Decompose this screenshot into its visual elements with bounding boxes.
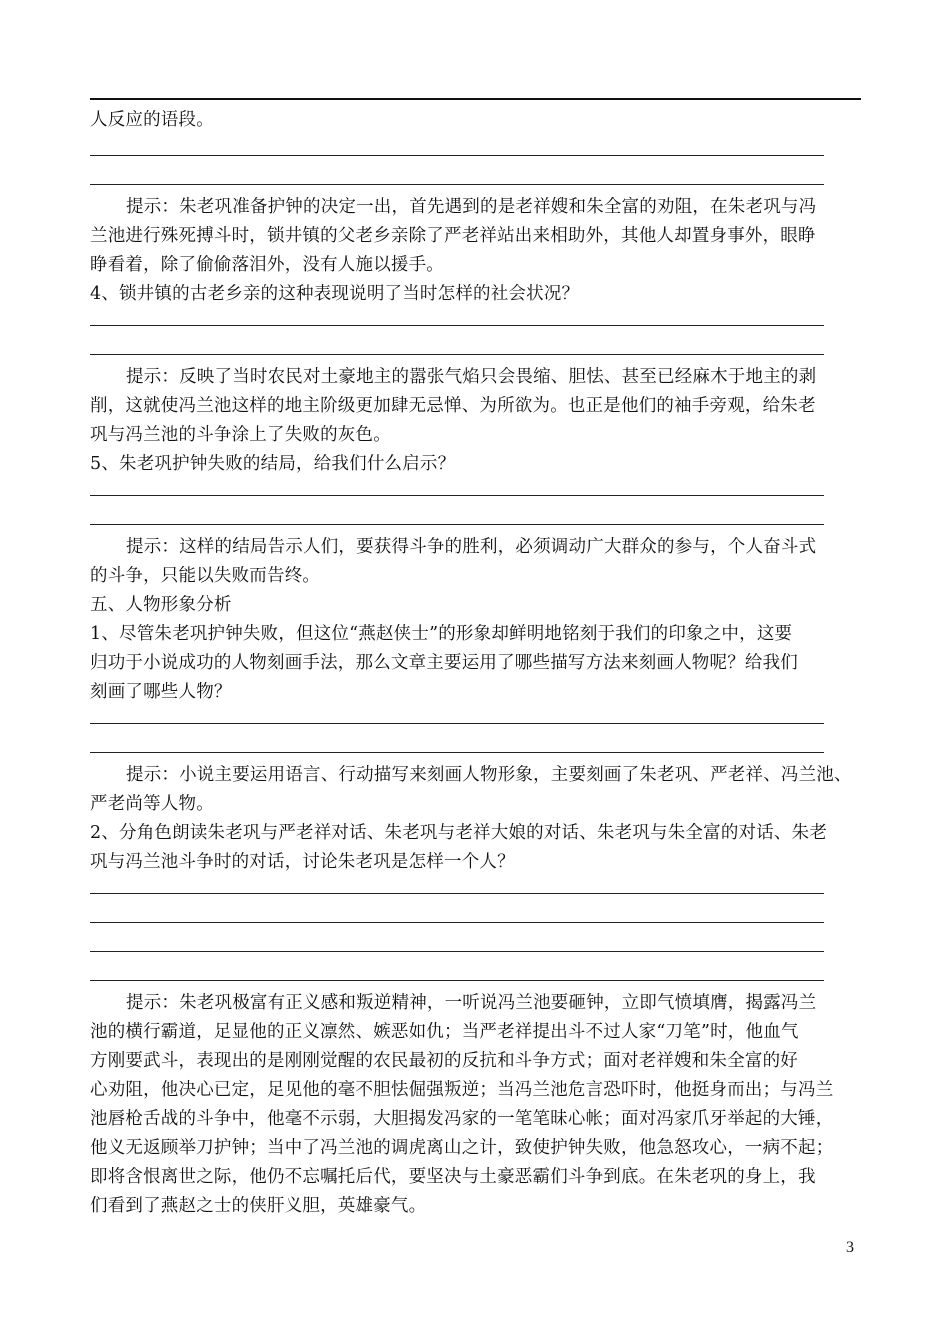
question-5: 5、朱老巩护钟失败的结局，给我们什么启示？ xyxy=(90,454,456,474)
hint-text: 池的横行霸道，足显他的正义凛然、嫉恶如仇；当严老祥提出斗不过人家“刀笔”时，他血气 xyxy=(90,1022,799,1042)
page-content xyxy=(90,106,861,1221)
hint-text: 睁看着，除了偷偷落泪外，没有人施以援手。 xyxy=(90,255,444,275)
hint-text: 心劝阻，他决心已定，足见他的毫不胆怯倔强叛逆；当冯兰池危言恐吓时，他挺身而出；与冯兰 xyxy=(90,1080,834,1100)
question-4: 4、锁井镇的古老乡亲的这种表现说明了当时怎样的社会状况？ xyxy=(90,284,580,304)
hint-text: 即将含恨离世之际，他仍不忘嘱托后代，要坚决与土豪恶霸们斗争到底。在朱老巩的身上，我 xyxy=(90,1167,816,1187)
question-1: 归功于小说成功的人物刻画手法，那么文章主要运用了哪些描写方法来刻画人物呢？给我们 xyxy=(90,653,798,673)
hint-text: 提示：小说主要运用语言、行动描写来刻画人物形象，主要刻画了朱老巩、严老祥、冯兰池、 xyxy=(126,765,852,785)
question-1: 1、尽管朱老巩护钟失败，但这位“燕赵侠士”的形象却鲜明地铭刻于我们的印象之中，这要 xyxy=(90,624,793,644)
section-heading: 五、人物形象分析 xyxy=(90,595,232,615)
hint-text: 提示：朱老巩极富有正义感和叛逆精神，一听说冯兰池要砸钟，立即气愤填膺，揭露冯兰 xyxy=(126,993,817,1013)
hint-text: 他义无返顾举刀护钟；当中了冯兰池的调虎离山之计，致使护钟失败，他急怒攻心，一病不起； xyxy=(90,1138,834,1158)
continuation-text: 人反应的语段。 xyxy=(90,110,214,130)
hint-text: 池唇枪舌战的斗争中，他毫不示弱，大胆揭发冯家的一笔笔昧心帐；面对冯家爪牙举起的大锤， xyxy=(90,1109,834,1129)
question-1: 刻画了哪些人物？ xyxy=(90,682,232,702)
hint-text: 削，这就使冯兰池这样的地主阶级更加肆无忌惮、为所欲为。也正是他们的袖手旁观，给朱老 xyxy=(90,396,816,416)
question-2: 巩与冯兰池斗争时的对话，讨论朱老巩是怎样一个人？ xyxy=(90,852,515,872)
hint-text: 严老尚等人物。 xyxy=(90,794,214,814)
hint-text: 们看到了燕赵之士的侠肝义胆，英雄豪气。 xyxy=(90,1196,427,1216)
hint-text: 提示：这样的结局告示人们，要获得斗争的胜利，必须调动广大群众的参与，个人奋斗式 xyxy=(126,537,817,557)
hint-text: 提示：朱老巩准备护钟的决定一出，首先遇到的是老祥嫂和朱全富的劝阻，在朱老巩与冯 xyxy=(126,197,817,217)
page-number: 3 xyxy=(846,1239,854,1256)
question-2: 2、分角色朗读朱老巩与严老祥对话、朱老巩与老祥大娘的对话、朱老巩与朱全富的对话、朱老 xyxy=(90,823,828,843)
hint-text: 兰池进行殊死搏斗时，锁井镇的父老乡亲除了严老祥站出来相助外，其他人却置身事外，眼睁 xyxy=(90,226,816,246)
hint-text: 巩与冯兰池的斗争涂上了失败的灰色。 xyxy=(90,425,391,445)
hint-text: 方刚要武斗，表现出的是刚刚觉醒的农民最初的反抗和斗争方式；面对老祥嫂和朱全富的好 xyxy=(90,1051,798,1071)
hint-text: 提示：反映了当时农民对土豪地主的嚣张气焰只会畏缩、胆怯、甚至已经麻木于地主的剥 xyxy=(126,367,817,387)
hint-text: 的斗争，只能以失败而告终。 xyxy=(90,566,321,586)
header-rule xyxy=(90,98,861,100)
